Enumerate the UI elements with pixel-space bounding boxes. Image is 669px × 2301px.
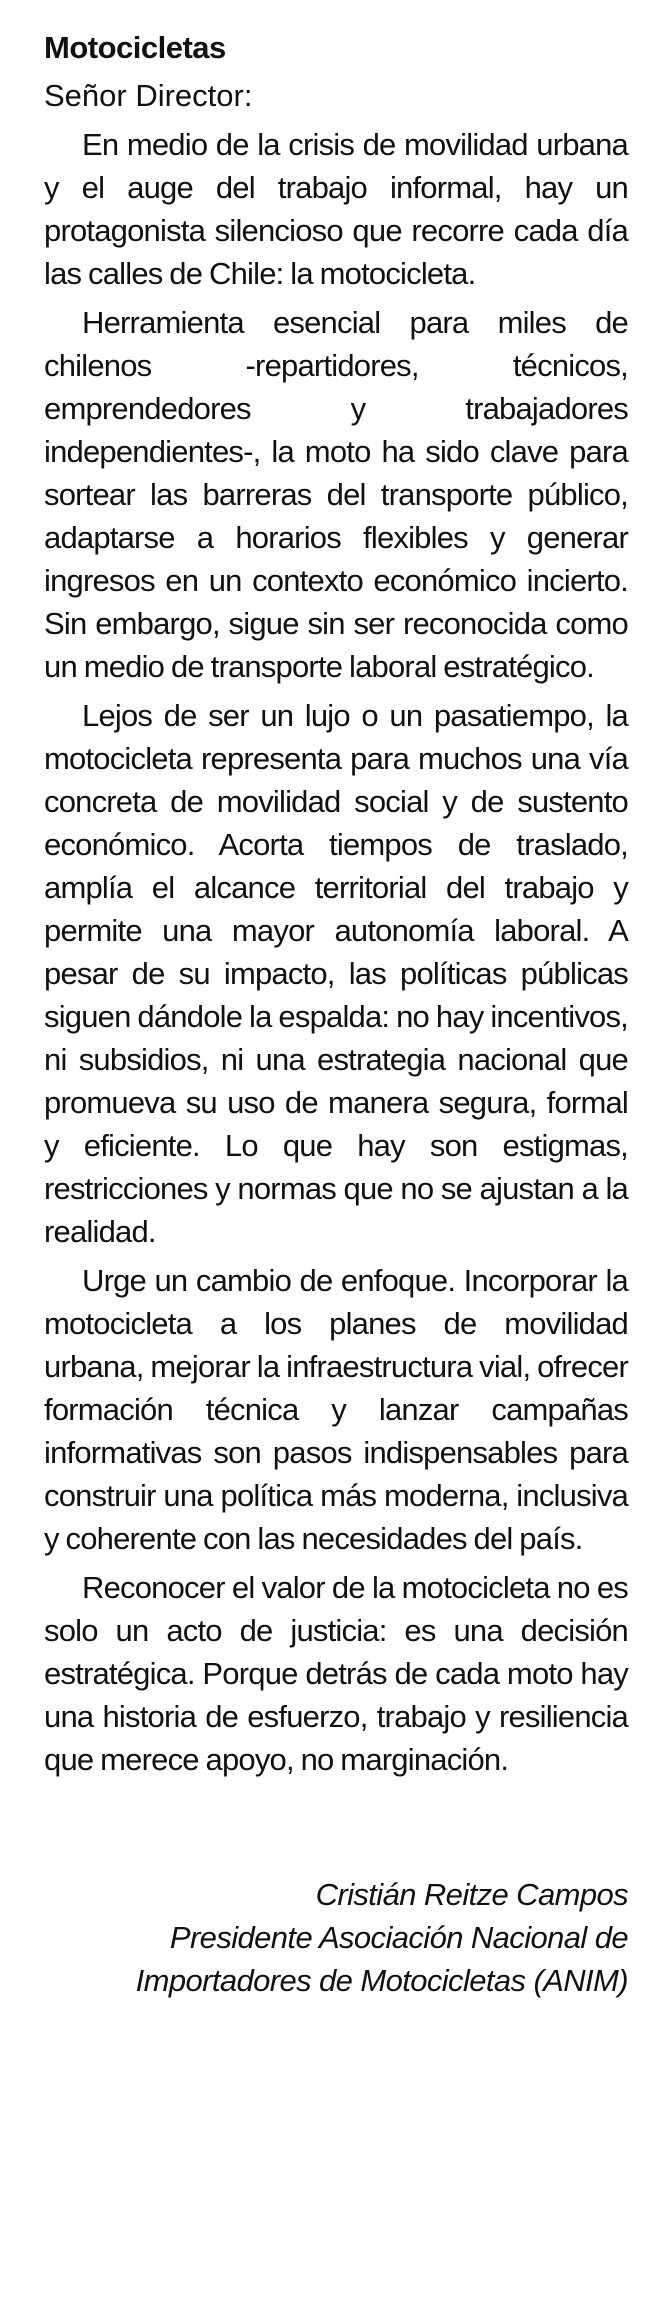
signature-name: Cristián Reitze Campos xyxy=(315,1877,628,1912)
letter-paragraph-5: Reconocer el valor de la motocicleta no es solo un acto de justicia: es una decisión estratégica. Porque detrás de cada moto hay una historia de esfuerzo, trabajo y resiliencia que merece apoyo, no marginación. xyxy=(44,1570,628,1777)
letter-paragraph-2: Herramienta esencial para miles de chilenos -repartidores, técnicos, emprendedores y trabajadores independientes-, la moto ha sido clave para sortear las barreras del transporte público, adaptarse a horarios flexibles y generar ingresos en un contexto económico incierto. Sin embargo, sigue sin ser reconocida como un medio de transporte laboral estratégico. xyxy=(44,305,628,684)
letter-article xyxy=(44,28,628,2002)
letter-salutation: Señor Director: xyxy=(44,78,253,113)
letter-paragraph-1: En medio de la crisis de movilidad urbana y el auge del trabajo informal, hay un protagonista silencioso que recorre cada día las calles de Chile: la motocicleta. xyxy=(44,127,628,291)
signature-title-line-1: Presidente Asociación Nacional de xyxy=(169,1920,628,1955)
letter-headline: Motocicletas xyxy=(44,30,226,65)
signature-title-line-2: Importadores de Motocicletas (ANIM) xyxy=(135,1963,628,1998)
letter-paragraph-4: Urge un cambio de enfoque. Incorporar la motocicleta a los planes de movilidad urbana, mejorar la infraestructura vial, ofrecer formación técnica y lanzar campañas informativas son pasos indispensables para construir una política más moderna, inclusiva y coherente con las necesidades del país. xyxy=(44,1263,628,1556)
letter-signature xyxy=(44,1873,628,2002)
letter-paragraph-3: Lejos de ser un lujo o un pasatiempo, la motocicleta representa para muchos una vía concreta de movilidad social y de sustento económico. Acorta tiempos de traslado, amplía el alcance territorial del trabajo y permite una mayor autonomía laboral. A pesar de su impacto, las políticas públicas siguen dándole la espalda: no hay incentivos, ni subsidios, ni una estrategia nacional que promueva su uso de manera segura, formal y eficiente. Lo que hay son estigmas, restricciones y normas que no se ajustan a la realidad. xyxy=(44,698,628,1249)
